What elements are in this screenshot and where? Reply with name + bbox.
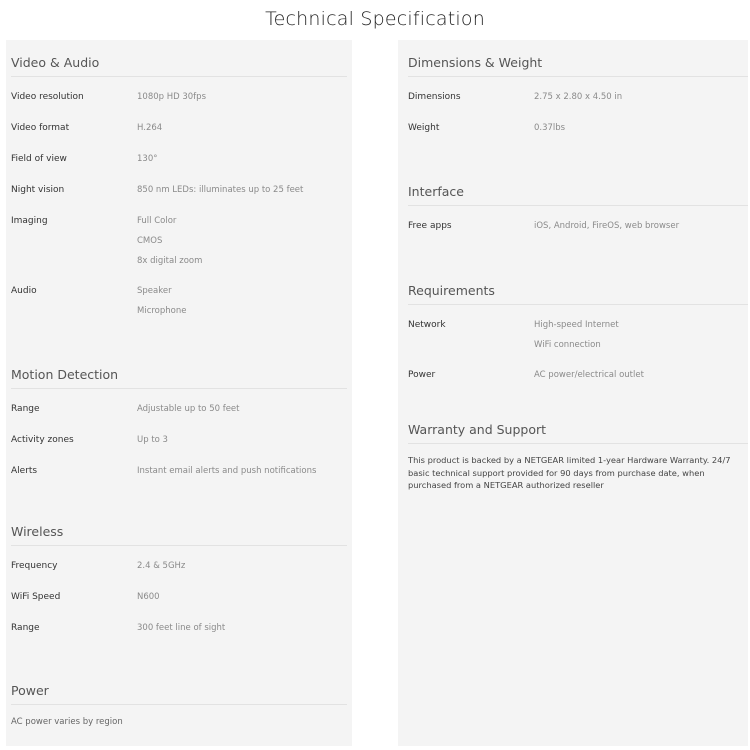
spec-value: 8x digital zoom xyxy=(137,256,203,266)
spec-row-field-of-view xyxy=(11,149,347,180)
section-title: Video & Audio xyxy=(11,52,347,77)
page-title: Technical Specification xyxy=(265,8,485,30)
spec-label: Frequency xyxy=(11,561,58,571)
spec-row-video-format xyxy=(11,118,347,149)
spec-value: N600 xyxy=(137,592,160,602)
spec-value: Instant email alerts and push notifications xyxy=(137,466,317,476)
spec-label: Audio xyxy=(11,286,37,296)
section-title: Motion Detection xyxy=(11,364,347,389)
spec-label: Imaging xyxy=(11,216,48,226)
spec-row-free-apps xyxy=(408,216,748,247)
spec-value: High-speed Internet xyxy=(534,320,619,330)
power-text: AC power varies by region xyxy=(11,717,123,727)
spec-row-wireless-range xyxy=(11,618,347,649)
section-interface xyxy=(408,181,748,247)
spec-value: AC power/electrical outlet xyxy=(534,370,644,380)
spec-value: Microphone xyxy=(137,306,187,316)
spec-row-activity-zones xyxy=(11,430,347,461)
spec-row-imaging xyxy=(11,211,347,281)
section-title: Interface xyxy=(408,181,748,206)
spec-label: Power xyxy=(408,370,436,380)
section-power xyxy=(11,680,347,730)
spec-label: Network xyxy=(408,320,446,330)
spec-value: 130° xyxy=(137,154,158,164)
spec-value: CMOS xyxy=(137,236,163,246)
spec-label: Dimensions xyxy=(408,92,461,102)
section-motion-detection xyxy=(11,364,347,492)
spec-row-weight xyxy=(408,118,748,149)
spec-row-range xyxy=(11,399,347,430)
spec-row-network xyxy=(408,315,748,365)
spec-value: WiFi connection xyxy=(534,340,601,350)
spec-value: 850 nm LEDs: illuminates up to 25 feet xyxy=(137,185,304,195)
spec-label: Alerts xyxy=(11,466,38,476)
spec-value: 2.75 x 2.80 x 4.50 in xyxy=(534,92,623,102)
section-title: Requirements xyxy=(408,280,748,305)
spec-row-alerts xyxy=(11,461,347,492)
spec-value: 0.37lbs xyxy=(534,123,566,133)
spec-value: 300 feet line of sight xyxy=(137,623,226,633)
spec-value: 2.4 & 5GHz xyxy=(137,561,186,571)
spec-row-frequency xyxy=(11,556,347,587)
spec-value: Full Color xyxy=(137,216,177,226)
spec-label: Weight xyxy=(408,123,440,133)
spec-row-video-resolution xyxy=(11,87,347,118)
spec-value: 1080p HD 30fps xyxy=(137,92,207,102)
spec-value: iOS, Android, FireOS, web browser xyxy=(534,221,680,231)
spec-value: Adjustable up to 50 feet xyxy=(137,404,240,414)
spec-label: Night vision xyxy=(11,185,65,195)
section-title: Warranty and Support xyxy=(408,419,748,444)
spec-row-dimensions xyxy=(408,87,748,118)
section-video-audio xyxy=(11,52,347,331)
spec-row-wifi-speed xyxy=(11,587,347,618)
spec-label: Range xyxy=(11,404,40,414)
spec-label: Activity zones xyxy=(11,435,74,445)
section-dimensions-weight xyxy=(408,52,748,149)
spec-label: Range xyxy=(11,623,40,633)
section-title: Dimensions & Weight xyxy=(408,52,748,77)
spec-value: H.264 xyxy=(137,123,163,133)
section-requirements xyxy=(408,280,748,396)
spec-label: Video format xyxy=(11,123,70,133)
spec-value: Up to 3 xyxy=(137,435,168,445)
section-wireless xyxy=(11,521,347,649)
spec-label: Field of view xyxy=(11,154,67,164)
spec-value: Speaker xyxy=(137,286,172,296)
spec-label: WiFi Speed xyxy=(11,592,61,602)
section-title: Power xyxy=(11,680,347,705)
spec-row-night-vision xyxy=(11,180,347,211)
section-warranty-support xyxy=(408,419,748,492)
spec-label: Video resolution xyxy=(11,92,84,102)
spec-row-power xyxy=(408,365,748,396)
spec-row-audio xyxy=(11,281,347,331)
warranty-text: This product is backed by a NETGEAR limited 1-year Hardware Warranty. 24/7 basic technical support provided for 90 days from purchase date, when purchased from a NETGEAR authorized reseller xyxy=(408,455,731,490)
section-title: Wireless xyxy=(11,521,347,546)
spec-label: Free apps xyxy=(408,221,452,231)
